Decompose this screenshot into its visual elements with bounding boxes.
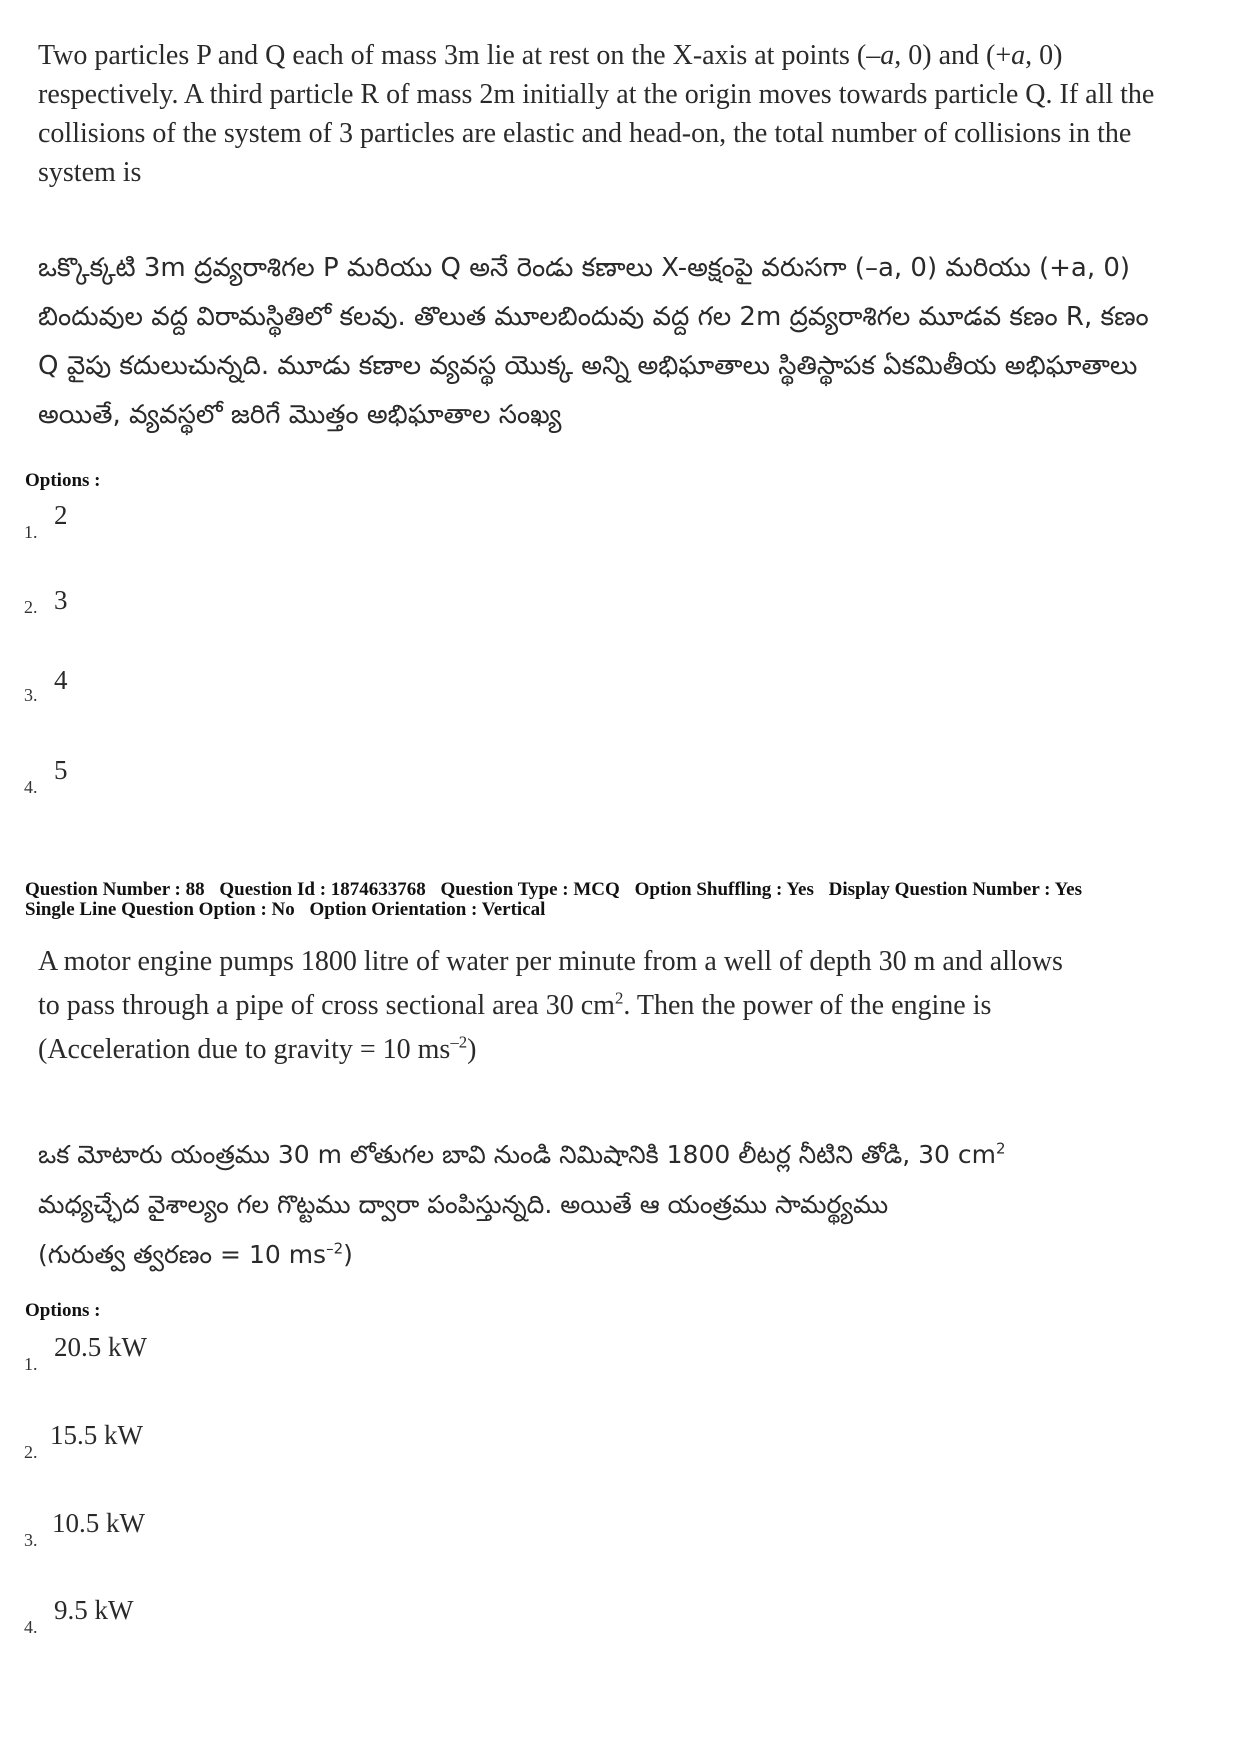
q87-question-telugu: ఒక్కొక్కటి 3m ద్రవ్యరాశిగల P మరియు Q అనే రెండు కణాలు X-అక్షంపై వరుసగా (–a, 0) మరియు (+a, 0) బిందువుల వద్ద విరామస్థితిలో కలవు. తొలుత మూలబిందువు వద్ద గల 2m ద్రవ్యరాశిగల మూడవ కణం R, కణం Q వైపు కదులుచున్నది. మూడు కణాల వ్యవస్థ యొక్క అన్ని అభిఘాతాలు స్థితిస్థాపక ఏకమితీయ అభిఘాతాలు అయితే, వ్యవస్థలో జరిగే మొత్తం అభిఘాతాల సంఖ్య bbox=[38, 253, 1149, 430]
option-value: 5 bbox=[54, 755, 68, 785]
q87-options-label: Options : bbox=[25, 470, 101, 491]
option-value: 2 bbox=[54, 500, 68, 530]
q88-options-label: Options : bbox=[25, 1300, 101, 1321]
option-number: 3. bbox=[24, 685, 38, 705]
option-number: 2. bbox=[24, 1442, 38, 1462]
option-value: 15.5 kW bbox=[50, 1420, 143, 1450]
q88-question-telugu: ఒక మోటారు యంత్రము 30 m లోతుగల బావి నుండి నిమిషానికి 1800 లీటర్ల నీటిని తోడి, 30 $cm^2$ మధ్యచ్ఛేద వైశాల్యం గల గొట్టము ద్వారా పంపిస్తున్నది. అయితే ఆ యంత్రము సామర్థ్యము (గురుత్వ త్వరణం = 10 $ms^{-2}$) bbox=[38, 1139, 1006, 1269]
option-value: 3 bbox=[54, 585, 68, 615]
q88-question-english: A motor engine pumps 1800 litre of water per minute from a well of depth 30 m and allows to pass through a pipe of cross sectional area 30 $cm^2$. Then the power of the engine is (Acceleration due to gravity = 10 $ms^{-2}$) bbox=[38, 946, 1063, 1065]
option-value: 10.5 kW bbox=[52, 1508, 145, 1538]
option-number: 4. bbox=[24, 777, 38, 797]
option-number: 4. bbox=[24, 1617, 38, 1637]
option-value: 9.5 kW bbox=[54, 1595, 134, 1625]
q88-metadata-line1: Question Number : 88 Question Id : 1874633768 Question Type : MCQ Option Shuffling : Yes Display Question Number : Yes bbox=[25, 879, 1082, 900]
option-number: 1. bbox=[24, 522, 38, 542]
option-value: 4 bbox=[54, 665, 68, 695]
option-number: 2. bbox=[24, 597, 38, 617]
option-number: 1. bbox=[24, 1354, 38, 1374]
q87-question-english: Two particles P and Q each of mass 3m lie at rest on the X-axis at points (–a, 0) and (+a, 0) respectively. A third particle R of mass 2m initially at the origin moves towards particle Q. If all the collisions of the system of 3 particles are elastic and head-on, the total number of collisions in the system is bbox=[38, 40, 1155, 188]
q88-metadata bbox=[25, 880, 1225, 920]
option-value: 20.5 kW bbox=[54, 1332, 147, 1362]
q88-metadata-line2: Single Line Question Option : No Option Orientation : Vertical bbox=[25, 899, 546, 920]
option-number: 3. bbox=[24, 1530, 38, 1550]
